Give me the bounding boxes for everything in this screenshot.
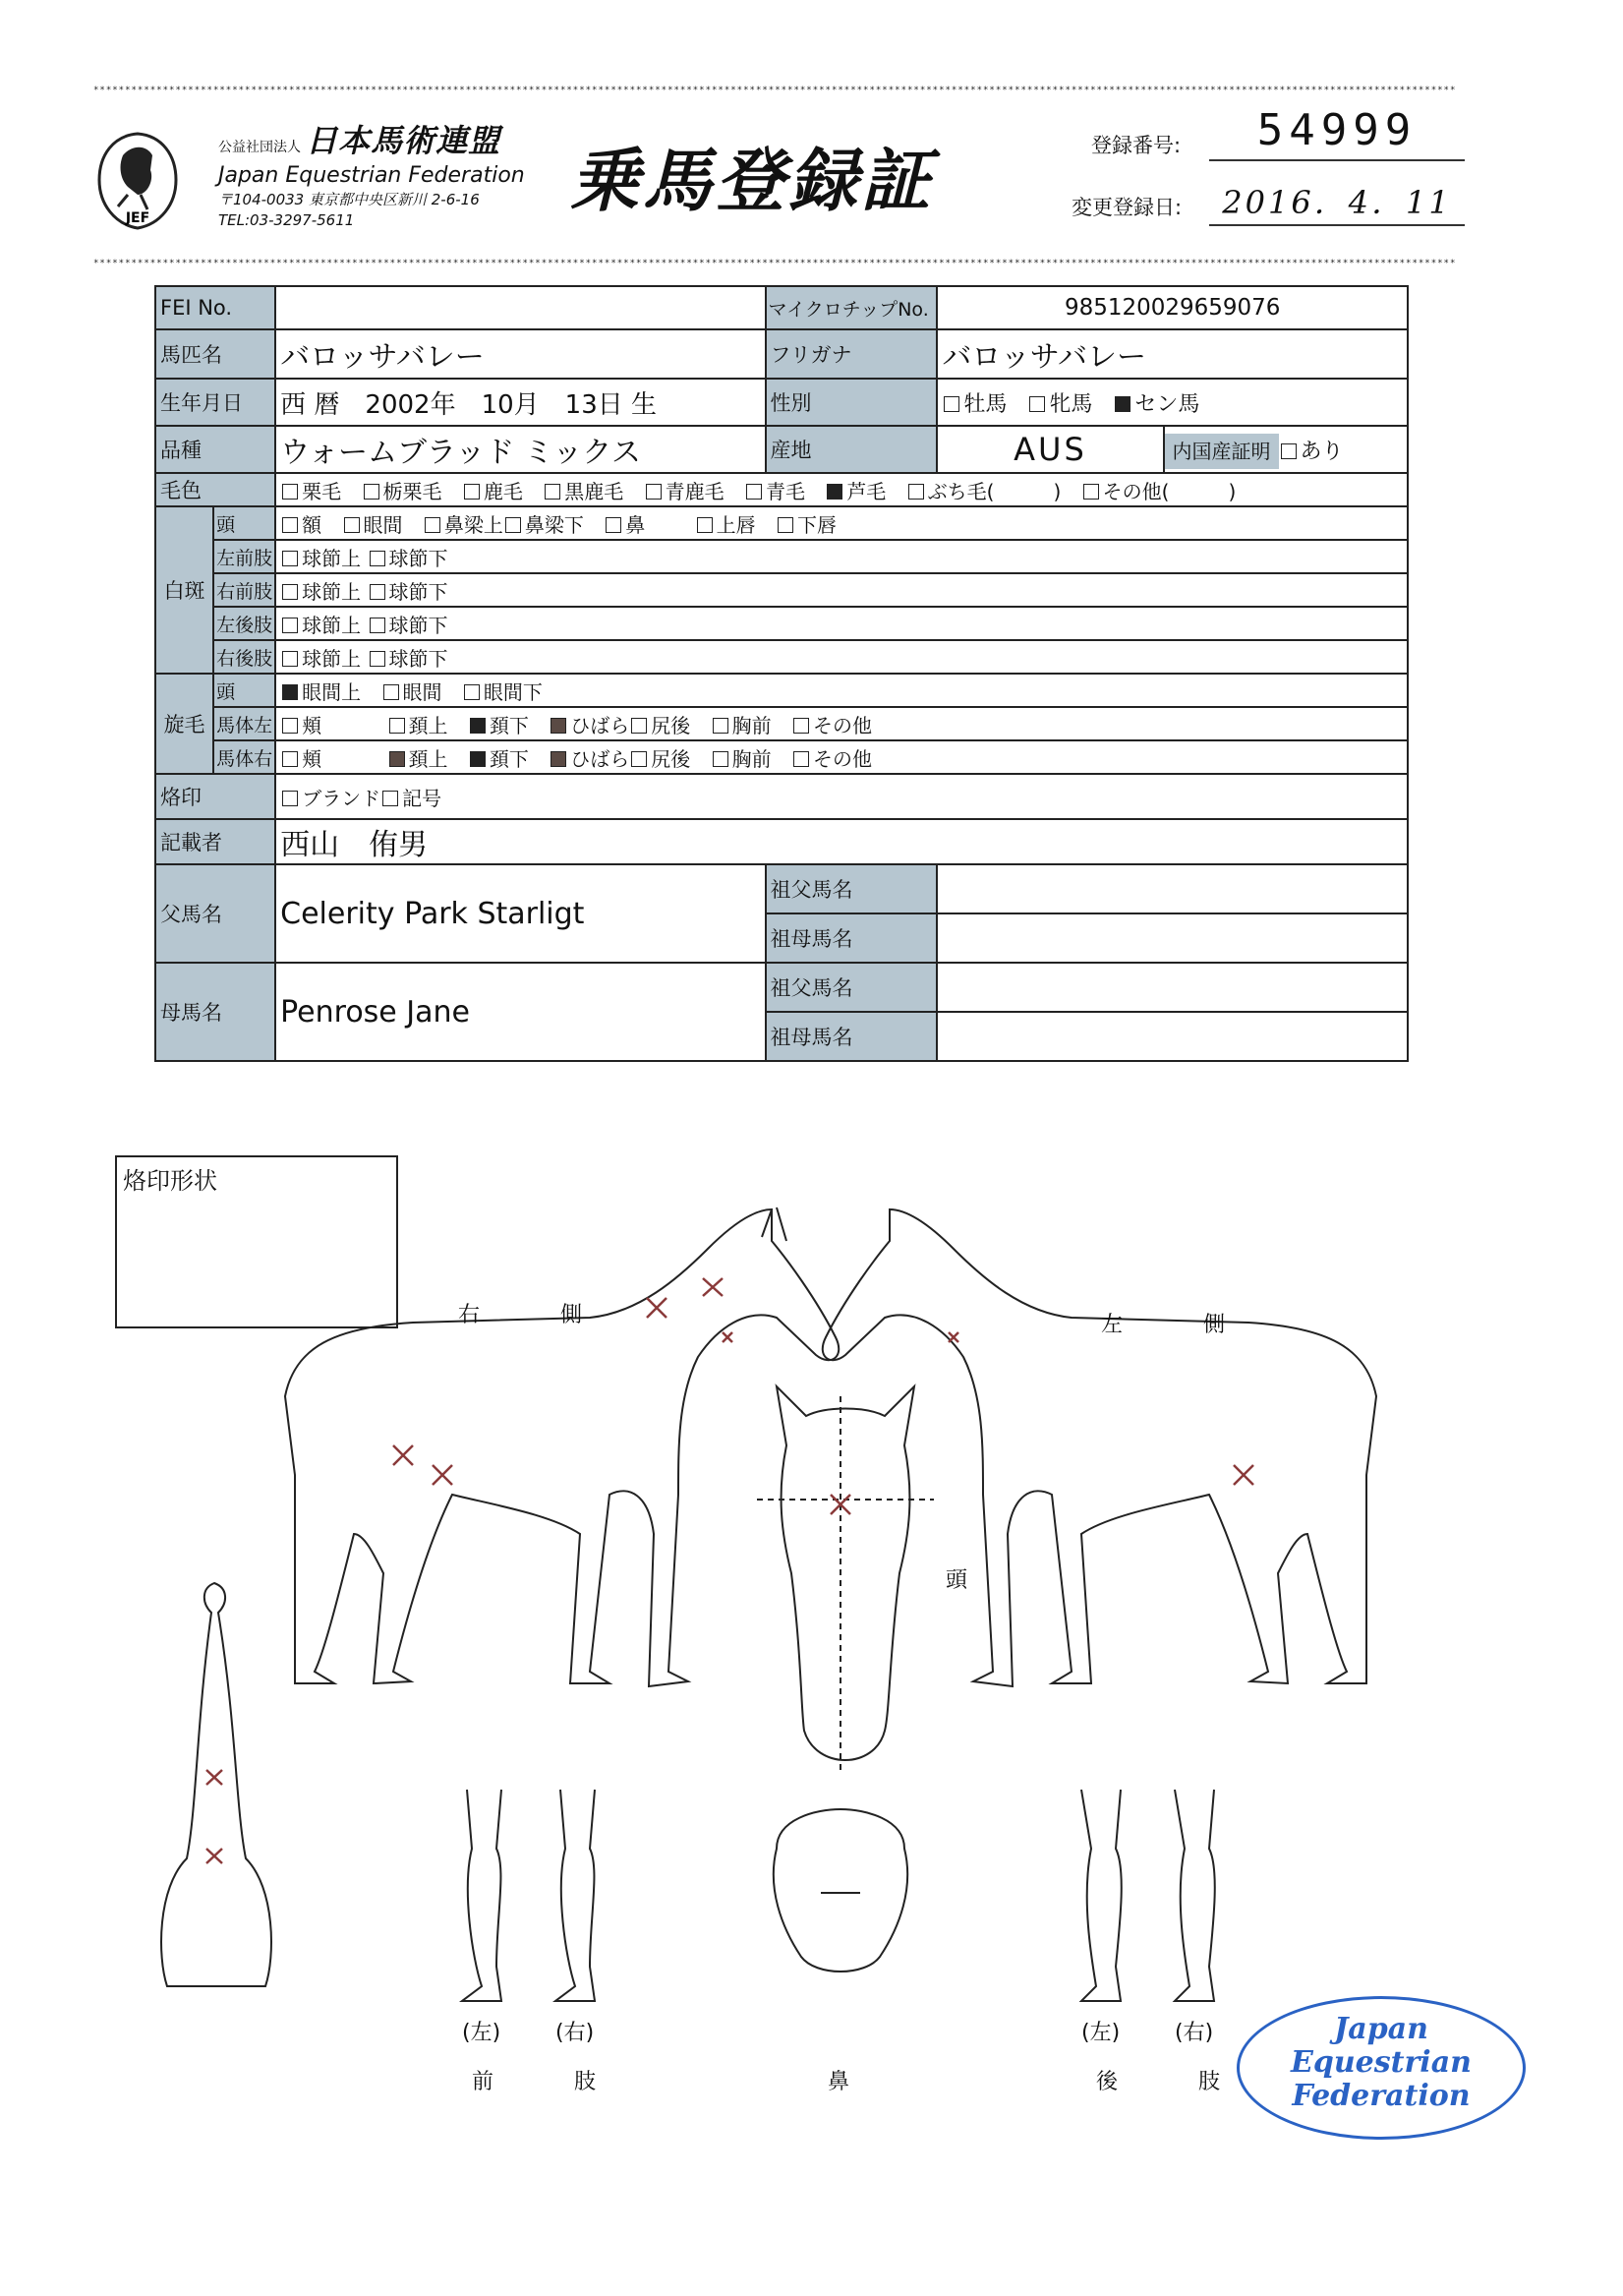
- birth-date-value: 西 暦 2002年 10月 13日 生: [275, 379, 765, 426]
- white-mark-leg-options: 球節上 球節下: [275, 607, 1408, 640]
- sire-granddam-label: 祖母馬名: [766, 913, 938, 963]
- hind-left-label: (左): [1081, 2021, 1121, 2045]
- svg-text:JEF: JEF: [125, 210, 150, 226]
- white-mark-leg-options: 球節上 球節下: [275, 640, 1408, 674]
- sex-label: 性別: [766, 379, 938, 426]
- recorder-value: 西山 侑男: [275, 819, 1408, 864]
- whorl-head-options: 眼間上 眼間 眼間下: [275, 674, 1408, 707]
- change-date: 2016．4．11: [1209, 177, 1465, 226]
- hind-left-leg: [1081, 1790, 1122, 2001]
- whorl-part: 頭: [213, 674, 275, 707]
- white-mark-head-options: 額 眼間 鼻梁上 鼻梁下 鼻 上唇 下唇: [275, 506, 1408, 540]
- front-left-label: (左): [462, 2021, 501, 2045]
- white-mark-part: 左後肢: [213, 607, 275, 640]
- right-side-label: 右 側: [458, 1303, 612, 1327]
- brand-options: ブランド 記号: [275, 774, 1408, 819]
- whorl-body-right-options: 頬 頚上 頚下 ひばら 尻後 胸前 その他: [275, 740, 1408, 774]
- coat-color-label: 毛色: [155, 473, 275, 506]
- fei-no-label: FEI No.: [155, 286, 275, 329]
- horse-name-label: 馬匹名: [155, 329, 275, 379]
- org-name-jp: 日本馬術連盟: [306, 122, 501, 159]
- hindlimb-label: 後 肢: [1096, 2070, 1250, 2094]
- whorls-label: 旋毛: [155, 674, 213, 774]
- brand-label: 烙印: [155, 774, 275, 819]
- domestic-cert-cell: 内国産証明 あり: [1164, 426, 1408, 473]
- org-name-en: Japan Equestrian Federation: [218, 163, 525, 188]
- brand-shape-label: 烙印形状: [123, 1167, 217, 1195]
- org-address: 〒104-0033 東京都中央区新川 2-6-16: [218, 191, 480, 208]
- left-side-label: 左 側: [1101, 1313, 1255, 1337]
- federation-stamp: Japan Equestrian Federation: [1237, 1996, 1526, 2140]
- registration-number: 54999: [1209, 98, 1465, 161]
- top-star-border: ************************************************************************************************************************************************************************************************************************: [93, 86, 1457, 95]
- forelimb-label: 前 肢: [472, 2070, 626, 2094]
- head-front-outline: [777, 1386, 914, 1760]
- breed-label: 品種: [155, 426, 275, 473]
- whorl-part: 馬体右: [213, 740, 275, 774]
- white-mark-leg-options: 球節上 球節下: [275, 573, 1408, 607]
- white-marks-label: 白斑: [155, 506, 213, 674]
- front-right-leg: [555, 1790, 595, 2001]
- breed-value: ウォームブラッド ミックス: [275, 426, 765, 473]
- whorl-part: 馬体左: [213, 707, 275, 740]
- white-mark-part: 左前肢: [213, 540, 275, 573]
- coat-color-options: 栗毛 栃栗毛 鹿毛 黒鹿毛 青鹿毛 青毛 芦毛 ぶち毛( ) その他( ): [275, 473, 1408, 506]
- whorl-marks: [206, 1278, 1253, 1863]
- microchip-value: 985120029659076: [937, 286, 1408, 329]
- white-mark-part: 右後肢: [213, 640, 275, 674]
- hind-right-leg: [1175, 1790, 1215, 2001]
- nose-outline: [774, 1809, 907, 1972]
- whorl-body-left-options: 頬 頚上 頚下 ひばら 尻後 胸前 その他: [275, 707, 1408, 740]
- furigana-label: フリガナ: [766, 329, 938, 379]
- document-title: 乗馬登録証: [570, 140, 934, 221]
- birth-date-label: 生年月日: [155, 379, 275, 426]
- back-view-outline: [161, 1583, 271, 1986]
- microchip-label: マイクロチップNo.: [766, 286, 938, 329]
- org-tel: TEL:03-3297-5611: [218, 211, 355, 229]
- sex-option-gelding: セン馬: [1113, 392, 1199, 417]
- dam-granddam-label: 祖母馬名: [766, 1012, 938, 1061]
- right-side-horse-outline: [285, 1209, 839, 1686]
- head-label: 頭: [946, 1568, 968, 1593]
- dam-label: 母馬名: [155, 963, 275, 1061]
- horse-name-value: バロッサバレー: [275, 329, 765, 379]
- sire-grandsire-label: 祖父馬名: [766, 864, 938, 913]
- header-star-border: ************************************************************************************************************************************************************************************************************************: [93, 259, 1457, 268]
- domestic-cert-label: 内国産証明: [1165, 434, 1279, 469]
- org-type: 公益社団法人: [218, 140, 301, 155]
- dam-grandsire-label: 祖父馬名: [766, 963, 938, 1012]
- origin-value: AUS: [937, 426, 1163, 473]
- recorder-label: 記載者: [155, 819, 275, 864]
- dam-value: Penrose Jane: [275, 963, 765, 1061]
- sire-label: 父馬名: [155, 864, 275, 963]
- sire-value: Celerity Park Starligt: [275, 864, 765, 963]
- white-mark-part: 頭: [213, 506, 275, 540]
- white-mark-part: 右前肢: [213, 573, 275, 607]
- change-date-label: 変更登録日:: [1072, 196, 1183, 219]
- origin-label: 産地: [766, 426, 938, 473]
- sex-option-stallion: 牡馬: [942, 392, 1007, 417]
- hind-right-label: (右): [1175, 2021, 1214, 2045]
- front-right-label: (右): [555, 2021, 595, 2045]
- sex-option-mare: 牝馬: [1027, 392, 1092, 417]
- white-mark-leg-options: 球節上 球節下: [275, 540, 1408, 573]
- front-left-leg: [462, 1790, 501, 2001]
- registration-number-label: 登録番号:: [1091, 134, 1182, 157]
- nose-label: 鼻: [828, 2070, 850, 2094]
- furigana-value: バロッサバレー: [937, 329, 1408, 379]
